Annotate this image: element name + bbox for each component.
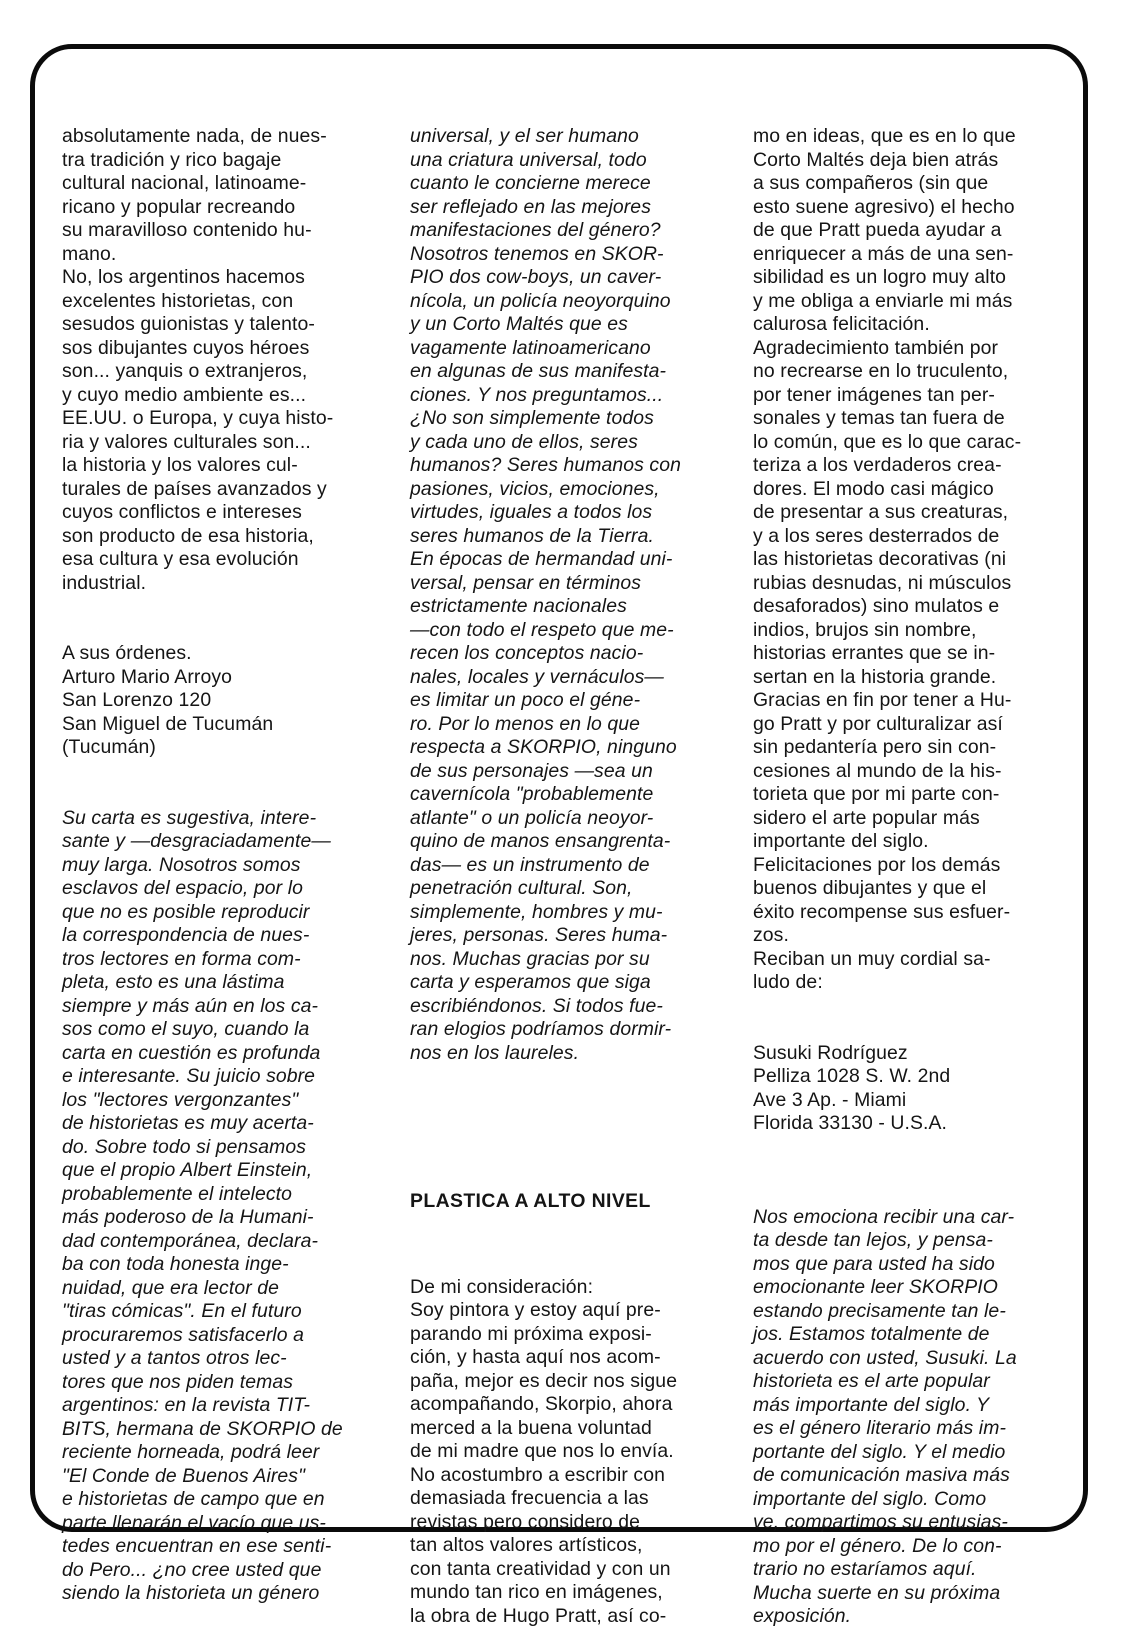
- column-3: [753, 78, 1088, 1652]
- letter-1-ending: absolutamente nada, de nues- tra tradición y rico bagaje cultural nacional, latinoame- ricano y popular recreando su maravilloso contenido hu- mano. No, los argentinos hacemos excelentes historietas, con sesudos guionistas y talento- sos dibujantes cuyos héroes son... yanquis o extranjeros, y cuyo medio ambiente es... EE.UU. o Europa, y cuya histo- ria y valores culturales son... la historia y los valores cul- turales de países avanzados y cuyos conflictos e intereses son producto de esa historia, esa cultura y esa evolución industrial.: [62, 125, 334, 594]
- editor-reply-2: Nos emociona recibir una car- ta desde tan lejos, y pensa- mos que para usted ha sido emocionante leer SKORPIO estando precisamente tan le- jos. Estamos totalmente de acuerdo con usted, Susuki. La historieta es el arte popular más importante del siglo. Y es el género literario más im- portante del siglo. Y el medio de comunicación masiva más importante del siglo. Como ve, compartimos su entusias- mo por el género. De lo con- trario no estaríamos aquí. Mucha suerte en su próxima exposición.: [753, 1205, 1017, 1627]
- letter-2-signature: Susuki Rodríguez Pelliza 1028 S. W. 2nd Ave 3 Ap. - Miami Florida 33130 - U.S.A.: [753, 1041, 951, 1134]
- letter-2-continued: mo en ideas, que es en lo que Corto Maltés deja bien atrás a sus compañeros (sin que esto suene agresivo) el hecho de que Pratt pueda ayudar a enriquecer a más de una sen- sibilidad es un logro muy alto y me obliga a enviarle mi más calurosa felicitación. Agradecimiento también por no recrearse en lo truculento, por tener imágenes tan per- sonales y temas tan fuera de lo común, que es lo que carac- teriza a los verdaderos crea- dores. El modo casi mágico de presentar a sus creaturas, y a los seres desterrados de las historietas decorativas (ni rubias desnudas, ni músculos desaforados) sino mulatos e indios, brujos sin nombre, historias errantes que se in- sertan en la historia grande. Gracias en fin por tener a Hu- go Pratt y por culturalizar así sin pedantería pero sin con- cesiones al mundo de la his- torieta que por mi parte con- sidero el arte popular más importante del siglo. Felicitaciones por los demás buenos dibujantes y que el éxito recompense sus esfuer- zos. Reciban un muy cordial sa- ludo de:: [753, 125, 1022, 993]
- section-heading: PLASTICA A ALTO NIVEL: [410, 1190, 651, 1212]
- editor-reply-1-continued: universal, y el ser humano una criatura universal, todo cuanto le concierne merece ser reflejado en las mejores manifestaciones del género? Nosotros tenemos en SKOR- PIO dos cow-boys, un caver- nícola, un policía neoyorquino y un Corto Maltés que es vagamente latinoamericano en algunas de sus manifesta- ciones. Y nos preguntamos... ¿No son simplemente todos y cada uno de ellos, seres humanos? Seres humanos con pasiones, vicios, emociones, virtudes, iguales a todos los seres humanos de la Tierra. En épocas de hermandad uni- versal, pensar en términos estrictamente nacionales —con todo el respeto que me- recen los conceptos nacio- nales, locales y vernáculos— es limitar un poco el géne- ro. Por lo menos en lo que respecta a SKORPIO, ninguno de sus personajes —sea un cavernícola "probablemente atlante" o un policía neoyor- quino de manos ensangrenta- das— es un instrumento de penetración cultural. Son, simplemente, hombres y mu- jeres, personas. Seres huma- nos. Muchas gracias por su carta y esperamos que siga escribiéndonos. Si todos fue- ran elogios podríamos dormir- nos en los laureles.: [410, 125, 682, 1064]
- letter-1-signature: A sus órdenes. Arturo Mario Arroyo San Lorenzo 120 San Miguel de Tucumán (Tucumán): [62, 642, 274, 758]
- column-2: [410, 78, 740, 1652]
- letter-2-beginning: De mi consideración: Soy pintora y estoy aquí pre- parando mi próxima exposi- ción, y hasta aquí nos acom- paña, mejor es decir nos sigue acompañando, Skorpio, ahora merced a la buena voluntad de mi madre que nos lo envía. No acostumbro a escribir con demasiada frecuencia a las revistas pero considero de tan altos valores artísticos, con tanta creatividad y con un mundo tan rico en imágenes, la obra de Hugo Pratt, así co-: [410, 1275, 678, 1627]
- editor-reply-1: Su carta es sugestiva, intere- sante y —desgraciadamente— muy larga. Nosotros somos esclavos del espacio, por lo que no es posible reproducir la correspondencia de nues- tros lectores en forma com- pleta, esto es una lástima siempre y más aún en los ca- sos como el suyo, cuando la carta en cuestión es profunda e interesante. Su juicio sobre los "lectores vergonzantes" de historietas es muy acerta- do. Sobre todo si pensamos que el propio Albert Einstein, probablemente el intelecto más poderoso de la Humani- dad contemporánea, declara- ba con toda honesta inge- nuidad, que era lector de "tiras cómicas". En el futuro procuraremos satisfacerlo a usted y a tantos otros lec- tores que nos piden temas argentinos: en la revista TIT- BITS, hermana de SKORPIO de reciente horneada, podrá leer "El Conde de Buenos Aires" e historietas de campo que en parte llenarán el vacío que us- tedes encuentran en ese senti- do Pero... ¿no cree usted que siendo la historieta un género: [62, 806, 343, 1604]
- column-1: [62, 78, 392, 1629]
